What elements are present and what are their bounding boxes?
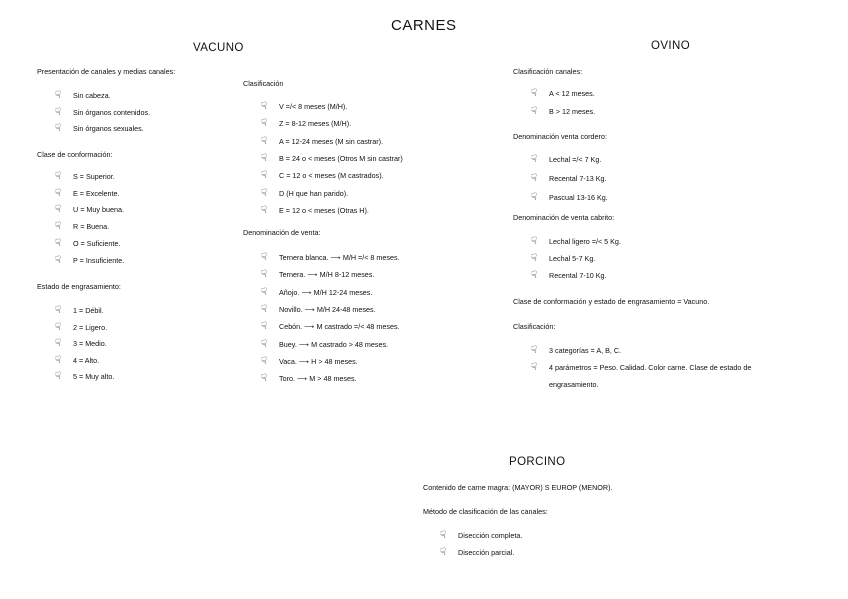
hand-pointer-icon: ☟	[55, 187, 62, 199]
list-item-label: Disección completa.	[458, 531, 523, 540]
hand-pointer-icon: ☟	[55, 171, 62, 182]
list-item-label: E = 12 o < meses (Otras H).	[279, 205, 369, 215]
list-item-label: B > 12 meses.	[549, 107, 596, 116]
list-item-label: Buey. ⟶ M castrado > 48 meses.	[279, 339, 389, 349]
list-item-label: V =/< 8 meses (M/H).	[279, 102, 348, 111]
vacuno-presentacion-label: Presentación de canales y medias canales:	[37, 67, 176, 76]
hand-pointer-icon: ☟	[55, 106, 62, 118]
list-item-label: 5 = Muy alto.	[73, 372, 115, 381]
list-item-label: Recental 7-10 Kg.	[549, 271, 607, 280]
list-item-label: 2 = Ligero.	[73, 322, 108, 332]
hand-pointer-icon: ☟	[55, 371, 62, 382]
hand-pointer-icon: ☟	[261, 303, 268, 315]
hand-pointer-icon: ☟	[261, 286, 268, 298]
hand-pointer-icon: ☟	[261, 373, 268, 385]
list-item-label: S = Superior.	[73, 172, 115, 181]
list-item-label: 3 = Medio.	[73, 339, 107, 348]
hand-pointer-icon: ☟	[261, 204, 268, 216]
porcino-metodo-label: Método de clasificación de las canales:	[423, 507, 548, 516]
list-item-label: Sin cabeza.	[73, 91, 111, 100]
hand-pointer-icon: ☟	[261, 101, 268, 112]
hand-pointer-icon: ☟	[55, 237, 62, 249]
hand-pointer-icon: ☟	[55, 321, 62, 333]
list-item-label: E = Excelente.	[73, 188, 120, 198]
list-item-continuation: engrasamiento.	[549, 380, 599, 389]
ovino-clasificacion-label: Clasificación:	[513, 322, 556, 331]
vacuno-engrasamiento-label: Estado de engrasamiento:	[37, 282, 121, 291]
hand-pointer-icon: ☟	[440, 530, 447, 541]
hand-pointer-icon: ☟	[55, 221, 62, 233]
vacuno-venta-label: Denominación de venta:	[243, 228, 321, 237]
list-item-label: C = 12 o < meses (M castrados).	[279, 171, 384, 181]
hand-pointer-icon: ☟	[261, 152, 268, 164]
list-item-label: 4 = Alto.	[73, 355, 100, 365]
list-item-label: U = Muy buena.	[73, 205, 124, 215]
list-item-label: Disección parcial.	[458, 547, 515, 557]
hand-pointer-icon: ☟	[531, 88, 538, 99]
vacuno-conformacion-label: Clase de conformación:	[37, 150, 113, 159]
hand-pointer-icon: ☟	[55, 338, 62, 349]
list-item-label: Lechal 5-7 Kg.	[549, 254, 596, 263]
list-item-label: Recental 7-13 Kg.	[549, 174, 607, 183]
list-item-label: Ternera blanca. ⟶ M/H =/< 8 meses.	[279, 253, 400, 262]
list-item-label: B = 24 o < meses (Otros M sin castrar)	[279, 153, 403, 163]
hand-pointer-icon: ☟	[440, 546, 447, 558]
list-item-label: Sin órganos sexuales.	[73, 124, 144, 133]
list-item-label: Vaca. ⟶ H > 48 meses.	[279, 356, 358, 366]
list-item-label: P = Insuficiente.	[73, 255, 125, 265]
hand-pointer-icon: ☟	[531, 362, 538, 373]
list-item-label: Pascual 13-16 Kg.	[549, 193, 608, 202]
list-item-label: Toro. ⟶ M > 48 meses.	[279, 374, 357, 384]
hand-pointer-icon: ☟	[55, 305, 62, 316]
hand-pointer-icon: ☟	[55, 123, 62, 134]
list-item-label: Z = 8-12 meses (M/H).	[279, 119, 352, 129]
hand-pointer-icon: ☟	[261, 252, 268, 263]
hand-pointer-icon: ☟	[261, 269, 268, 281]
ovino-canales-label: Clasificación canales:	[513, 67, 583, 76]
list-item-label: Ternera. ⟶ M/H 8-12 meses.	[279, 270, 375, 280]
hand-pointer-icon: ☟	[261, 170, 268, 182]
section-heading-ovino: OVINO	[651, 40, 691, 52]
hand-pointer-icon: ☟	[531, 345, 538, 356]
list-item-label: Añojo. ⟶ M/H 12-24 meses.	[279, 287, 373, 297]
hand-pointer-icon: ☟	[531, 236, 538, 247]
hand-pointer-icon: ☟	[55, 354, 62, 366]
list-item-label: Lechal =/< 7 Kg.	[549, 155, 602, 164]
list-item-label: 1 = Débil.	[73, 306, 104, 315]
hand-pointer-icon: ☟	[531, 253, 538, 264]
hand-pointer-icon: ☟	[261, 118, 268, 130]
hand-pointer-icon: ☟	[261, 187, 268, 199]
hand-pointer-icon: ☟	[55, 90, 62, 101]
list-item-label: O = Suficiente.	[73, 238, 121, 248]
list-item-label: Lechal ligero =/< 5 Kg.	[549, 237, 621, 246]
hand-pointer-icon: ☟	[261, 355, 268, 367]
page-title: CARNES	[391, 17, 457, 34]
hand-pointer-icon: ☟	[531, 173, 538, 184]
hand-pointer-icon: ☟	[261, 135, 268, 147]
section-heading-vacuno: VACUNO	[193, 42, 244, 54]
hand-pointer-icon: ☟	[55, 254, 62, 266]
list-item-label: 3 categorías = A, B, C.	[549, 346, 622, 355]
ovino-cabrito-label: Denominación de venta cabrito:	[513, 213, 615, 222]
ovino-conformacion-label: Clase de conformación y estado de engrasamiento = Vacuno.	[513, 297, 710, 306]
list-item-label: Cebón. ⟶ M castrado =/< 48 meses.	[279, 322, 400, 332]
hand-pointer-icon: ☟	[531, 106, 538, 117]
list-item-label: D (H que han parido).	[279, 188, 349, 198]
list-item-label: A < 12 meses.	[549, 89, 595, 98]
hand-pointer-icon: ☟	[531, 154, 538, 165]
list-item-label: Novillo. ⟶ M/H 24-48 meses.	[279, 304, 376, 314]
vacuno-clasificacion-label: Clasificación	[243, 79, 284, 88]
hand-pointer-icon: ☟	[55, 204, 62, 216]
porcino-contenido-label: Contenido de carne magra: (MAYOR) S EUROP (MENOR).	[423, 483, 613, 492]
list-item-label: 4 parámetros = Peso. Calidad. Color carne. Clase de estado de	[549, 363, 752, 372]
hand-pointer-icon: ☟	[531, 270, 538, 281]
list-item-label: Sin órganos contenidos.	[73, 107, 151, 117]
hand-pointer-icon: ☟	[261, 321, 268, 333]
hand-pointer-icon: ☟	[531, 192, 538, 203]
section-heading-porcino: PORCINO	[509, 456, 566, 468]
list-item-label: R = Buena.	[73, 222, 110, 232]
ovino-cordero-label: Denominación venta cordero:	[513, 132, 607, 141]
hand-pointer-icon: ☟	[261, 338, 268, 350]
list-item-label: A = 12-24 meses (M sin castrar).	[279, 136, 384, 146]
